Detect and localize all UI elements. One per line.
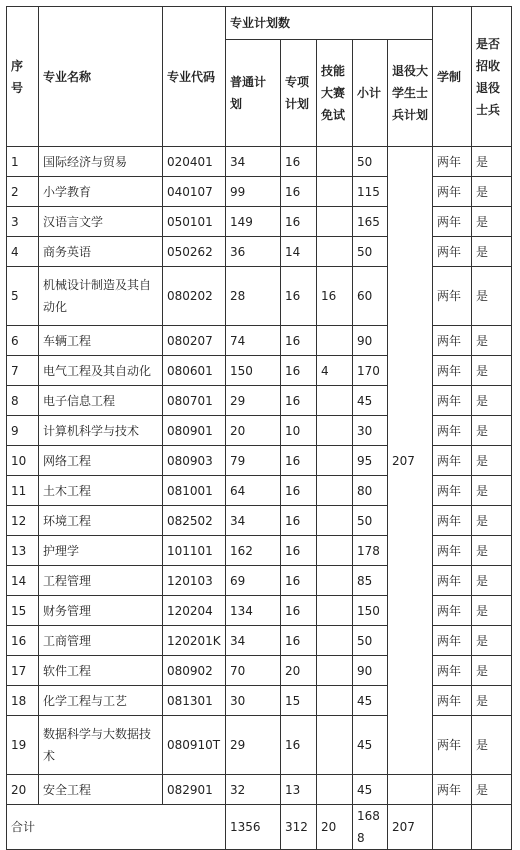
cell-special: 16: [281, 476, 317, 506]
cell-name: 工程管理: [39, 566, 163, 596]
cell-general: 29: [226, 386, 281, 416]
cell-special: 15: [281, 686, 317, 716]
cell-skills: [317, 596, 353, 626]
table-row: [7, 536, 512, 566]
table-body: [7, 147, 512, 850]
cell-skills: 16: [317, 267, 353, 326]
cell-skills: [317, 207, 353, 237]
cell-special: 16: [281, 147, 317, 177]
total-row: [7, 805, 512, 850]
cell-general: 70: [226, 656, 281, 686]
cell-subtotal: 50: [353, 626, 388, 656]
cell-skills: [317, 716, 353, 775]
cell-duration: 两年: [433, 775, 472, 805]
cell-duration: 两年: [433, 596, 472, 626]
cell-general: 74: [226, 326, 281, 356]
cell-general: 99: [226, 177, 281, 207]
table-row: [7, 207, 512, 237]
cell-seq: 19: [7, 716, 39, 775]
cell-name: 电子信息工程: [39, 386, 163, 416]
cell-name: 网络工程: [39, 446, 163, 476]
cell-recruit: 是: [472, 656, 512, 686]
header-veteran-recruit: 是否招收退役士兵: [472, 7, 512, 147]
cell-name: 国际经济与贸易: [39, 147, 163, 177]
cell-code: 120201K: [163, 626, 226, 656]
cell-special: 14: [281, 237, 317, 267]
cell-code: 081301: [163, 686, 226, 716]
cell-subtotal: 170: [353, 356, 388, 386]
cell-special: 20: [281, 656, 317, 686]
cell-code: 080207: [163, 326, 226, 356]
cell-code: 080701: [163, 386, 226, 416]
cell-subtotal: 95: [353, 446, 388, 476]
cell-seq: 14: [7, 566, 39, 596]
cell-subtotal: 90: [353, 326, 388, 356]
cell-general: 20: [226, 416, 281, 446]
cell-subtotal: 45: [353, 775, 388, 805]
cell-seq: 20: [7, 775, 39, 805]
cell-skills: [317, 626, 353, 656]
cell-seq: 11: [7, 476, 39, 506]
table-row: [7, 237, 512, 267]
cell-general: 36: [226, 237, 281, 267]
header-general: 普通计划: [226, 40, 281, 147]
cell-special: 16: [281, 716, 317, 775]
cell-code: 081001: [163, 476, 226, 506]
cell-seq: 6: [7, 326, 39, 356]
cell-duration: 两年: [433, 207, 472, 237]
cell-recruit: 是: [472, 476, 512, 506]
cell-code: 082502: [163, 506, 226, 536]
enrollment-plan-table: [6, 6, 512, 850]
cell-name: 电气工程及其自动化: [39, 356, 163, 386]
table-row: [7, 566, 512, 596]
cell-recruit: 是: [472, 506, 512, 536]
table-row: [7, 326, 512, 356]
total-empty-cell: [472, 805, 512, 850]
table-row: [7, 686, 512, 716]
cell-general: 28: [226, 267, 281, 326]
cell-seq: 1: [7, 147, 39, 177]
total-special: 312: [281, 805, 317, 850]
total-general: 1356: [226, 805, 281, 850]
cell-seq: 16: [7, 626, 39, 656]
cell-special: 16: [281, 536, 317, 566]
cell-duration: 两年: [433, 416, 472, 446]
cell-general: 32: [226, 775, 281, 805]
cell-general: 79: [226, 446, 281, 476]
cell-skills: [317, 775, 353, 805]
cell-seq: 2: [7, 177, 39, 207]
cell-skills: [317, 476, 353, 506]
cell-special: 16: [281, 356, 317, 386]
header-duration: 学制: [433, 7, 472, 147]
cell-name: 计算机科学与技术: [39, 416, 163, 446]
cell-duration: 两年: [433, 446, 472, 476]
cell-recruit: 是: [472, 326, 512, 356]
table-row: [7, 147, 512, 177]
cell-skills: [317, 177, 353, 207]
table-row: [7, 626, 512, 656]
cell-duration: 两年: [433, 566, 472, 596]
cell-recruit: 是: [472, 536, 512, 566]
cell-duration: 两年: [433, 356, 472, 386]
cell-subtotal: 90: [353, 656, 388, 686]
cell-recruit: 是: [472, 386, 512, 416]
cell-skills: [317, 386, 353, 416]
header-subtotal: 小计: [353, 40, 388, 147]
cell-general: 34: [226, 147, 281, 177]
cell-subtotal: 115: [353, 177, 388, 207]
cell-skills: [317, 536, 353, 566]
cell-duration: 两年: [433, 686, 472, 716]
cell-seq: 17: [7, 656, 39, 686]
cell-skills: [317, 566, 353, 596]
table-row: [7, 356, 512, 386]
cell-recruit: 是: [472, 446, 512, 476]
cell-general: 149: [226, 207, 281, 237]
cell-special: 16: [281, 326, 317, 356]
cell-general: 34: [226, 626, 281, 656]
cell-special: 16: [281, 267, 317, 326]
cell-recruit: 是: [472, 416, 512, 446]
cell-general: 69: [226, 566, 281, 596]
cell-subtotal: 80: [353, 476, 388, 506]
cell-skills: [317, 326, 353, 356]
cell-code: 050262: [163, 237, 226, 267]
cell-name: 土木工程: [39, 476, 163, 506]
table-row: [7, 506, 512, 536]
table-row: [7, 596, 512, 626]
cell-name: 车辆工程: [39, 326, 163, 356]
total-label: 合计: [7, 805, 226, 850]
cell-code: 040107: [163, 177, 226, 207]
cell-code: 080903: [163, 446, 226, 476]
cell-general: 134: [226, 596, 281, 626]
cell-recruit: 是: [472, 207, 512, 237]
header-name: 专业名称: [39, 7, 163, 147]
cell-skills: [317, 147, 353, 177]
cell-name: 护理学: [39, 536, 163, 566]
cell-general: 29: [226, 716, 281, 775]
cell-skills: [317, 506, 353, 536]
cell-duration: 两年: [433, 267, 472, 326]
cell-recruit: 是: [472, 686, 512, 716]
cell-skills: [317, 446, 353, 476]
cell-code: 082901: [163, 775, 226, 805]
table-row: [7, 416, 512, 446]
cell-special: 16: [281, 177, 317, 207]
table-row: [7, 386, 512, 416]
cell-name: 财务管理: [39, 596, 163, 626]
cell-code: 080902: [163, 656, 226, 686]
cell-skills: 4: [317, 356, 353, 386]
cell-name: 商务英语: [39, 237, 163, 267]
cell-special: 16: [281, 626, 317, 656]
cell-recruit: 是: [472, 716, 512, 775]
cell-seq: 4: [7, 237, 39, 267]
cell-subtotal: 45: [353, 686, 388, 716]
cell-recruit: 是: [472, 237, 512, 267]
cell-code: 080601: [163, 356, 226, 386]
cell-seq: 8: [7, 386, 39, 416]
header-row-1: [7, 7, 512, 40]
cell-recruit: 是: [472, 566, 512, 596]
cell-code: 120103: [163, 566, 226, 596]
cell-seq: 10: [7, 446, 39, 476]
cell-general: 150: [226, 356, 281, 386]
cell-skills: [317, 686, 353, 716]
cell-name: 机械设计制造及其自动化: [39, 267, 163, 326]
cell-special: 16: [281, 506, 317, 536]
cell-code: 020401: [163, 147, 226, 177]
cell-recruit: 是: [472, 147, 512, 177]
cell-general: 162: [226, 536, 281, 566]
cell-subtotal: 45: [353, 386, 388, 416]
header-code: 专业代码: [163, 7, 226, 147]
cell-seq: 3: [7, 207, 39, 237]
total-empty-cell: [433, 805, 472, 850]
header-skills: 技能大赛免试: [317, 40, 353, 147]
cell-code: 080202: [163, 267, 226, 326]
cell-veteran-plan-merged: 207: [388, 147, 433, 775]
table-row: [7, 775, 512, 805]
cell-general: 30: [226, 686, 281, 716]
cell-general: 64: [226, 476, 281, 506]
cell-duration: 两年: [433, 326, 472, 356]
cell-subtotal: 50: [353, 237, 388, 267]
cell-code: 080901: [163, 416, 226, 446]
cell-name: 汉语言文学: [39, 207, 163, 237]
cell-seq: 13: [7, 536, 39, 566]
cell-code: 080910T: [163, 716, 226, 775]
cell-code: 120204: [163, 596, 226, 626]
table-row: [7, 177, 512, 207]
cell-duration: 两年: [433, 536, 472, 566]
cell-recruit: 是: [472, 775, 512, 805]
header-veteran-plan: 退役大学生士兵计划: [388, 40, 433, 147]
cell-special: 16: [281, 386, 317, 416]
cell-code: 050101: [163, 207, 226, 237]
cell-skills: [317, 237, 353, 267]
cell-subtotal: 45: [353, 716, 388, 775]
cell-subtotal: 60: [353, 267, 388, 326]
cell-duration: 两年: [433, 147, 472, 177]
cell-duration: 两年: [433, 716, 472, 775]
cell-veteran-empty: [388, 775, 433, 805]
cell-name: 小学教育: [39, 177, 163, 207]
total-skills: 20: [317, 805, 353, 850]
cell-name: 安全工程: [39, 775, 163, 805]
cell-recruit: 是: [472, 267, 512, 326]
cell-special: 13: [281, 775, 317, 805]
cell-name: 数据科学与大数据技术: [39, 716, 163, 775]
cell-duration: 两年: [433, 626, 472, 656]
total-veteran: 207: [388, 805, 433, 850]
cell-general: 34: [226, 506, 281, 536]
table-row: [7, 446, 512, 476]
table-row: [7, 476, 512, 506]
cell-seq: 12: [7, 506, 39, 536]
header-special: 专项计划: [281, 40, 317, 147]
cell-name: 化学工程与工艺: [39, 686, 163, 716]
cell-duration: 两年: [433, 506, 472, 536]
cell-duration: 两年: [433, 656, 472, 686]
cell-seq: 7: [7, 356, 39, 386]
cell-seq: 18: [7, 686, 39, 716]
cell-subtotal: 150: [353, 596, 388, 626]
cell-duration: 两年: [433, 237, 472, 267]
cell-seq: 9: [7, 416, 39, 446]
cell-subtotal: 50: [353, 147, 388, 177]
cell-special: 10: [281, 416, 317, 446]
table-row: [7, 267, 512, 326]
cell-recruit: 是: [472, 596, 512, 626]
cell-duration: 两年: [433, 386, 472, 416]
cell-name: 工商管理: [39, 626, 163, 656]
cell-name: 软件工程: [39, 656, 163, 686]
cell-special: 16: [281, 566, 317, 596]
cell-recruit: 是: [472, 626, 512, 656]
cell-subtotal: 85: [353, 566, 388, 596]
header-plan-group: 专业计划数: [226, 7, 433, 40]
cell-subtotal: 165: [353, 207, 388, 237]
cell-seq: 5: [7, 267, 39, 326]
header-seq: 序号: [7, 7, 39, 147]
cell-subtotal: 50: [353, 506, 388, 536]
cell-special: 16: [281, 207, 317, 237]
cell-subtotal: 30: [353, 416, 388, 446]
cell-duration: 两年: [433, 476, 472, 506]
table-row: [7, 716, 512, 775]
cell-recruit: 是: [472, 177, 512, 207]
cell-code: 101101: [163, 536, 226, 566]
cell-skills: [317, 416, 353, 446]
cell-special: 16: [281, 446, 317, 476]
cell-duration: 两年: [433, 177, 472, 207]
cell-name: 环境工程: [39, 506, 163, 536]
cell-recruit: 是: [472, 356, 512, 386]
table-row: [7, 656, 512, 686]
cell-skills: [317, 656, 353, 686]
cell-special: 16: [281, 596, 317, 626]
total-subtotal: 1688: [353, 805, 388, 850]
cell-subtotal: 178: [353, 536, 388, 566]
cell-seq: 15: [7, 596, 39, 626]
